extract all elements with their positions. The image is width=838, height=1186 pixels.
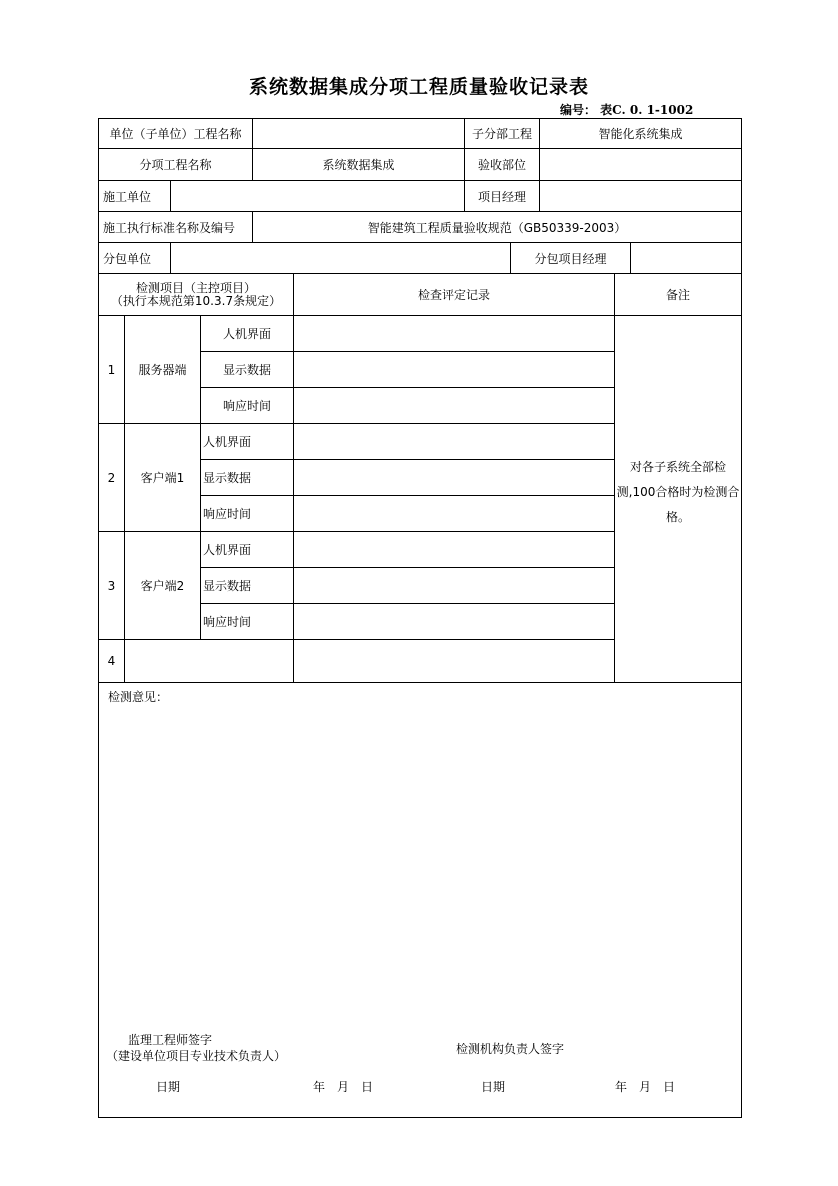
sub-item-label: 显示数据 bbox=[203, 579, 252, 593]
record-field[interactable] bbox=[294, 460, 614, 495]
group-number: 2 bbox=[107, 470, 116, 485]
form-title: 系统数据集成分项工程质量验收记录表 bbox=[248, 76, 589, 98]
record-field[interactable] bbox=[294, 532, 614, 567]
group-name: 客户端2 bbox=[140, 579, 185, 593]
acceptance-part-field[interactable] bbox=[540, 149, 741, 180]
opinion-field[interactable] bbox=[100, 706, 740, 1024]
group-name: 服务器端 bbox=[138, 363, 187, 377]
unit-name-field[interactable] bbox=[253, 119, 464, 148]
inspection-item-header-line1: 检测项目（主控项目） bbox=[135, 280, 256, 295]
standard-field[interactable]: 智能建筑工程质量验收规范（GB50339-2003） bbox=[367, 220, 627, 235]
sub-item-label: 显示数据 bbox=[203, 471, 252, 485]
sub-item-label: 显示数据 bbox=[222, 363, 271, 377]
record-field[interactable] bbox=[294, 316, 614, 351]
subcontractor-field[interactable] bbox=[171, 243, 510, 273]
inspection-item-header bbox=[99, 274, 293, 315]
sub-item-label: 人机界面 bbox=[203, 543, 252, 557]
form-code: 编号： 表C. 0. 1-1002 bbox=[560, 103, 694, 117]
record-field[interactable] bbox=[294, 604, 614, 639]
group-number: 4 bbox=[107, 654, 116, 668]
supervisor-signature-label: 监理工程师签字 bbox=[128, 1033, 213, 1047]
sub-item-label: 人机界面 bbox=[203, 435, 252, 449]
sub-item-label: 响应时间 bbox=[203, 615, 252, 629]
standard-label: 施工执行标准名称及编号 bbox=[103, 220, 236, 235]
record-field[interactable] bbox=[294, 568, 614, 603]
inspection-item-header-line2: （执行本规范第10.3.7条规定） bbox=[110, 293, 282, 308]
item-name-label: 分项工程名称 bbox=[139, 158, 212, 172]
tester-signature-label: 检测机构负责人签字 bbox=[456, 1042, 565, 1056]
tester-date-field[interactable]: 年 月 日 bbox=[615, 1080, 676, 1094]
sub-item-label: 响应时间 bbox=[222, 399, 271, 413]
sub-manager-field[interactable] bbox=[631, 243, 741, 273]
record-column-header: 检查评定记录 bbox=[417, 288, 490, 302]
constructor-field[interactable] bbox=[171, 181, 464, 211]
record-field[interactable] bbox=[294, 496, 614, 531]
group-name: 客户端1 bbox=[140, 471, 185, 485]
project-manager-label: 项目经理 bbox=[477, 189, 526, 204]
group-number: 3 bbox=[107, 578, 116, 593]
constructor-label: 施工单位 bbox=[103, 189, 152, 204]
tester-date-label: 日期 bbox=[481, 1080, 506, 1094]
supervisor-role-label: （建设单位项目专业技术负责人） bbox=[106, 1049, 287, 1063]
item-name-field[interactable]: 系统数据集成 bbox=[322, 158, 395, 172]
acceptance-part-label: 验收部位 bbox=[477, 158, 526, 172]
record-field[interactable] bbox=[294, 640, 614, 682]
note-column-header: 备注 bbox=[665, 288, 690, 302]
record-field[interactable] bbox=[294, 352, 614, 387]
group-name-field[interactable] bbox=[125, 640, 293, 682]
record-field[interactable] bbox=[294, 424, 614, 459]
sub-division-field[interactable]: 智能化系统集成 bbox=[598, 127, 683, 141]
note-text: 对各子系统全部检测,100合格时为检测合格。 bbox=[616, 460, 740, 524]
record-field[interactable] bbox=[294, 388, 614, 423]
sub-division-label: 子分部工程 bbox=[471, 127, 532, 141]
supervisor-date-label: 日期 bbox=[156, 1080, 181, 1094]
sub-manager-label: 分包项目经理 bbox=[534, 251, 607, 266]
project-manager-field[interactable] bbox=[540, 181, 741, 211]
unit-name-label: 单位（子单位）工程名称 bbox=[109, 127, 242, 141]
sub-item-label: 响应时间 bbox=[203, 507, 252, 521]
opinion-label: 检测意见： bbox=[108, 690, 169, 704]
subcontractor-label: 分包单位 bbox=[103, 251, 152, 266]
group-number: 1 bbox=[107, 362, 116, 377]
supervisor-date-field[interactable]: 年 月 日 bbox=[313, 1080, 374, 1094]
sub-item-label: 人机界面 bbox=[222, 327, 271, 341]
